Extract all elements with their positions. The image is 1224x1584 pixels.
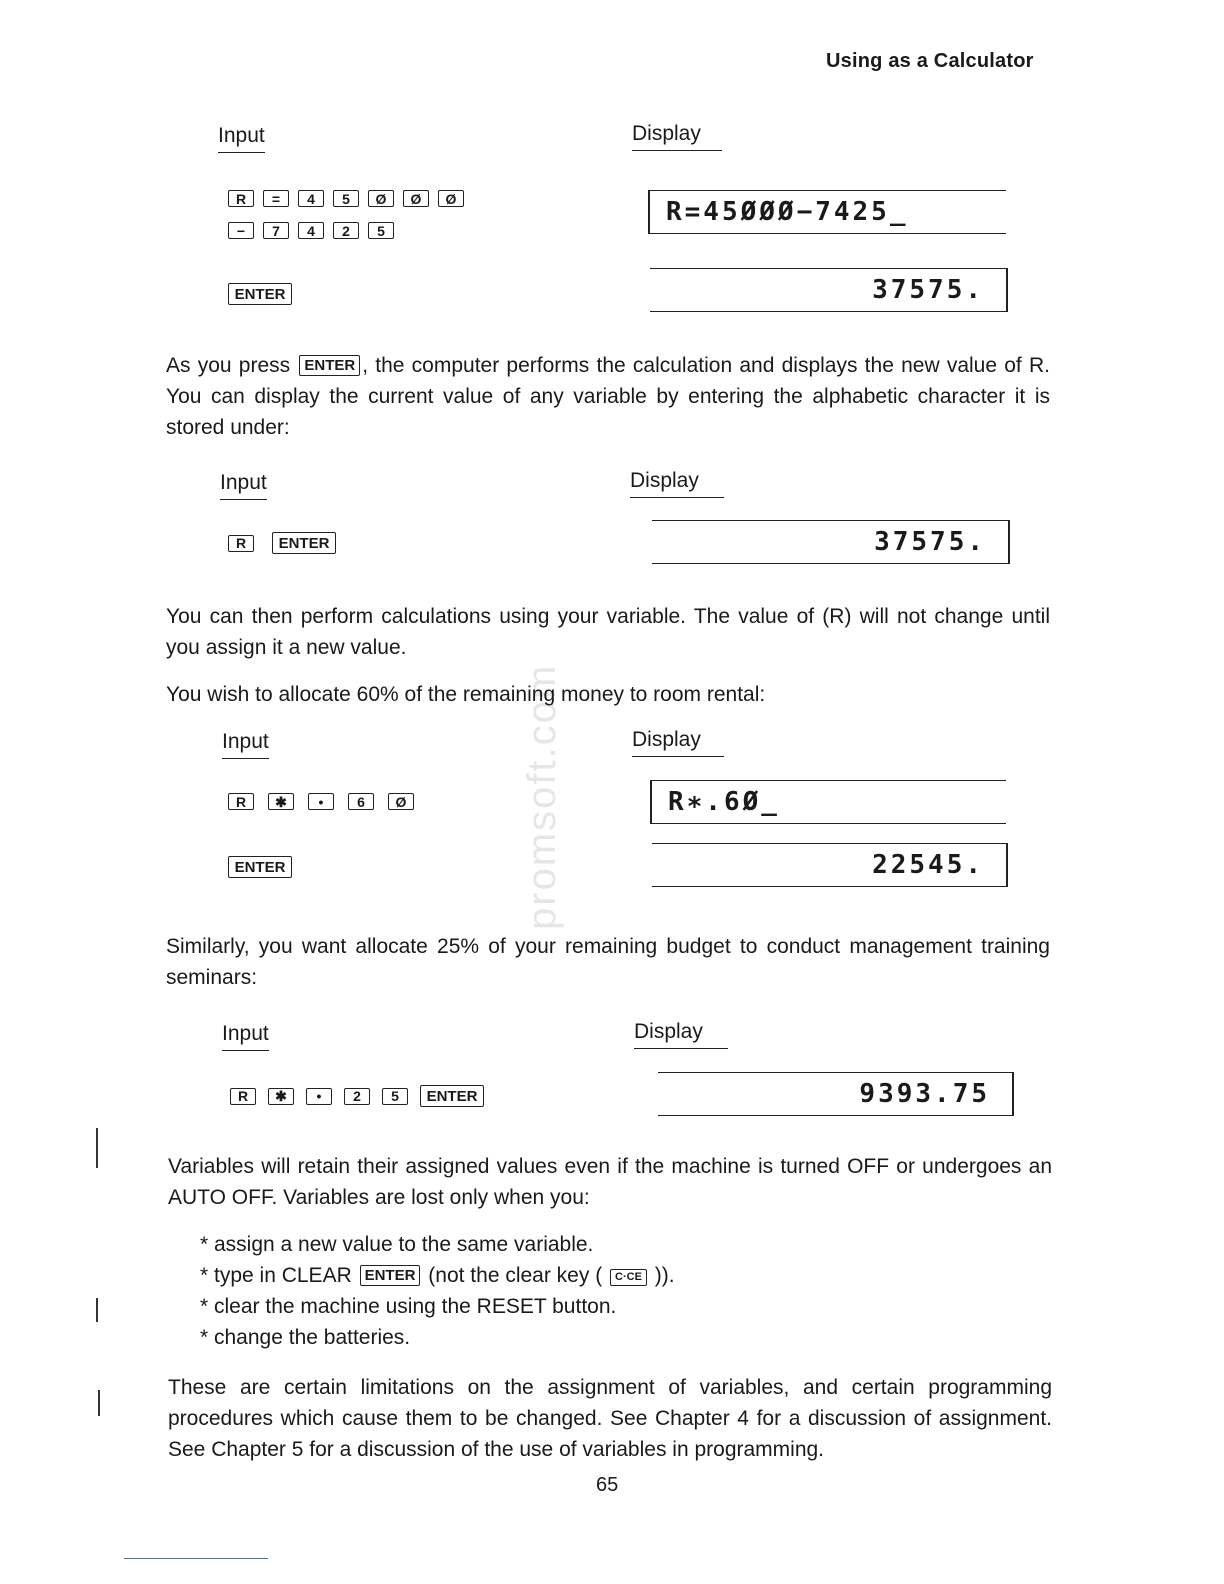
display-heading: Display xyxy=(632,728,724,757)
key-6: 6 xyxy=(348,793,374,810)
key-sequence-row xyxy=(228,532,336,554)
footer-rule xyxy=(124,1558,268,1559)
key-r: R xyxy=(230,1088,256,1105)
paragraph: You wish to allocate 60% of the remaining money to room rental: xyxy=(166,683,766,706)
key-0: Ø xyxy=(368,190,394,207)
key-0: Ø xyxy=(438,190,464,207)
key-0: Ø xyxy=(388,793,414,810)
key-r: R xyxy=(228,190,254,207)
paragraph-text: As you press xyxy=(166,354,291,377)
paragraph: Similarly, you want allocate 25% of your remaining budget to conduct management training seminars: xyxy=(166,935,1050,989)
key-clear-entry: C·CE xyxy=(610,1269,647,1286)
bullet-item xyxy=(200,1260,675,1291)
running-header: Using as a Calculator xyxy=(826,50,1034,72)
bullet-text: )). xyxy=(654,1264,675,1287)
key-enter: ENTER xyxy=(228,283,292,305)
paragraph: You can then perform calculations using your variable. The value of (R) will not change until you assign it a new value. xyxy=(166,605,1050,659)
paragraph-text: , the computer performs the calculation and displays the new value of R. You can display the current value of any variable by entering the alphabetic character it is stored under: xyxy=(166,354,1050,439)
key-enter: ENTER xyxy=(299,355,360,376)
margin-mark xyxy=(96,1128,98,1168)
key-0: Ø xyxy=(403,190,429,207)
key-decimal: • xyxy=(306,1088,332,1105)
key-sequence-row xyxy=(230,1085,484,1107)
key-sequence-row xyxy=(228,222,394,239)
lcd-display: 37575. xyxy=(652,520,1010,564)
bullet-text: * type in CLEAR xyxy=(200,1264,352,1287)
bullet-item: * clear the machine using the RESET button. xyxy=(200,1295,617,1318)
margin-mark xyxy=(98,1390,100,1416)
key-enter: ENTER xyxy=(360,1265,421,1286)
input-heading: Input xyxy=(218,124,265,153)
key-r: R xyxy=(228,793,254,810)
key-2: 2 xyxy=(344,1088,370,1105)
key-enter: ENTER xyxy=(272,532,336,554)
key-decimal: • xyxy=(308,793,334,810)
paragraph: Variables will retain their assigned values even if the machine is turned OFF or undergoes an AUTO OFF. Variables are lost only when you: xyxy=(168,1155,1052,1209)
lcd-display: 22545. xyxy=(652,843,1008,887)
watermark: promsoft.com xyxy=(520,663,564,930)
lcd-display: R∗.6Ø_ xyxy=(650,780,1006,824)
paragraph: These are certain limitations on the assignment of variables, and certain programming procedures which cause them to be changed. See Chapter 4 for a discussion of assignment. See Chapter 5 for a discussion of the use of variables in programming. xyxy=(168,1376,1052,1461)
paragraph xyxy=(166,350,1050,443)
bullet-item: * assign a new value to the same variable. xyxy=(200,1233,594,1256)
key-2: 2 xyxy=(333,222,359,239)
margin-mark xyxy=(96,1298,98,1322)
key-5: 5 xyxy=(382,1088,408,1105)
key-5: 5 xyxy=(333,190,359,207)
bullet-text: (not the clear key ( xyxy=(428,1264,603,1287)
key-sequence-row xyxy=(228,190,464,207)
lcd-display: 9393.75 xyxy=(658,1072,1014,1116)
lcd-display: R=45ØØØ−7425_ xyxy=(648,190,1006,234)
key-minus: − xyxy=(228,222,254,239)
display-heading: Display xyxy=(630,469,724,498)
bullet-list xyxy=(200,1229,675,1353)
key-sequence-row xyxy=(228,793,414,810)
input-heading: Input xyxy=(220,471,267,500)
key-5: 5 xyxy=(368,222,394,239)
display-heading: Display xyxy=(632,122,722,151)
key-4: 4 xyxy=(298,190,324,207)
lcd-display: 37575. xyxy=(650,268,1008,312)
key-multiply: ✱ xyxy=(268,1088,294,1105)
input-heading: Input xyxy=(222,1022,269,1051)
page-number: 65 xyxy=(596,1474,619,1496)
input-heading: Input xyxy=(222,730,269,759)
key-enter: ENTER xyxy=(420,1085,484,1107)
key-equals: = xyxy=(263,190,289,207)
bullet-item: * change the batteries. xyxy=(200,1326,411,1349)
key-7: 7 xyxy=(263,222,289,239)
key-multiply: ✱ xyxy=(268,793,294,810)
display-heading: Display xyxy=(634,1020,728,1049)
key-r: R xyxy=(228,535,254,552)
key-enter: ENTER xyxy=(228,856,292,878)
key-4: 4 xyxy=(298,222,324,239)
